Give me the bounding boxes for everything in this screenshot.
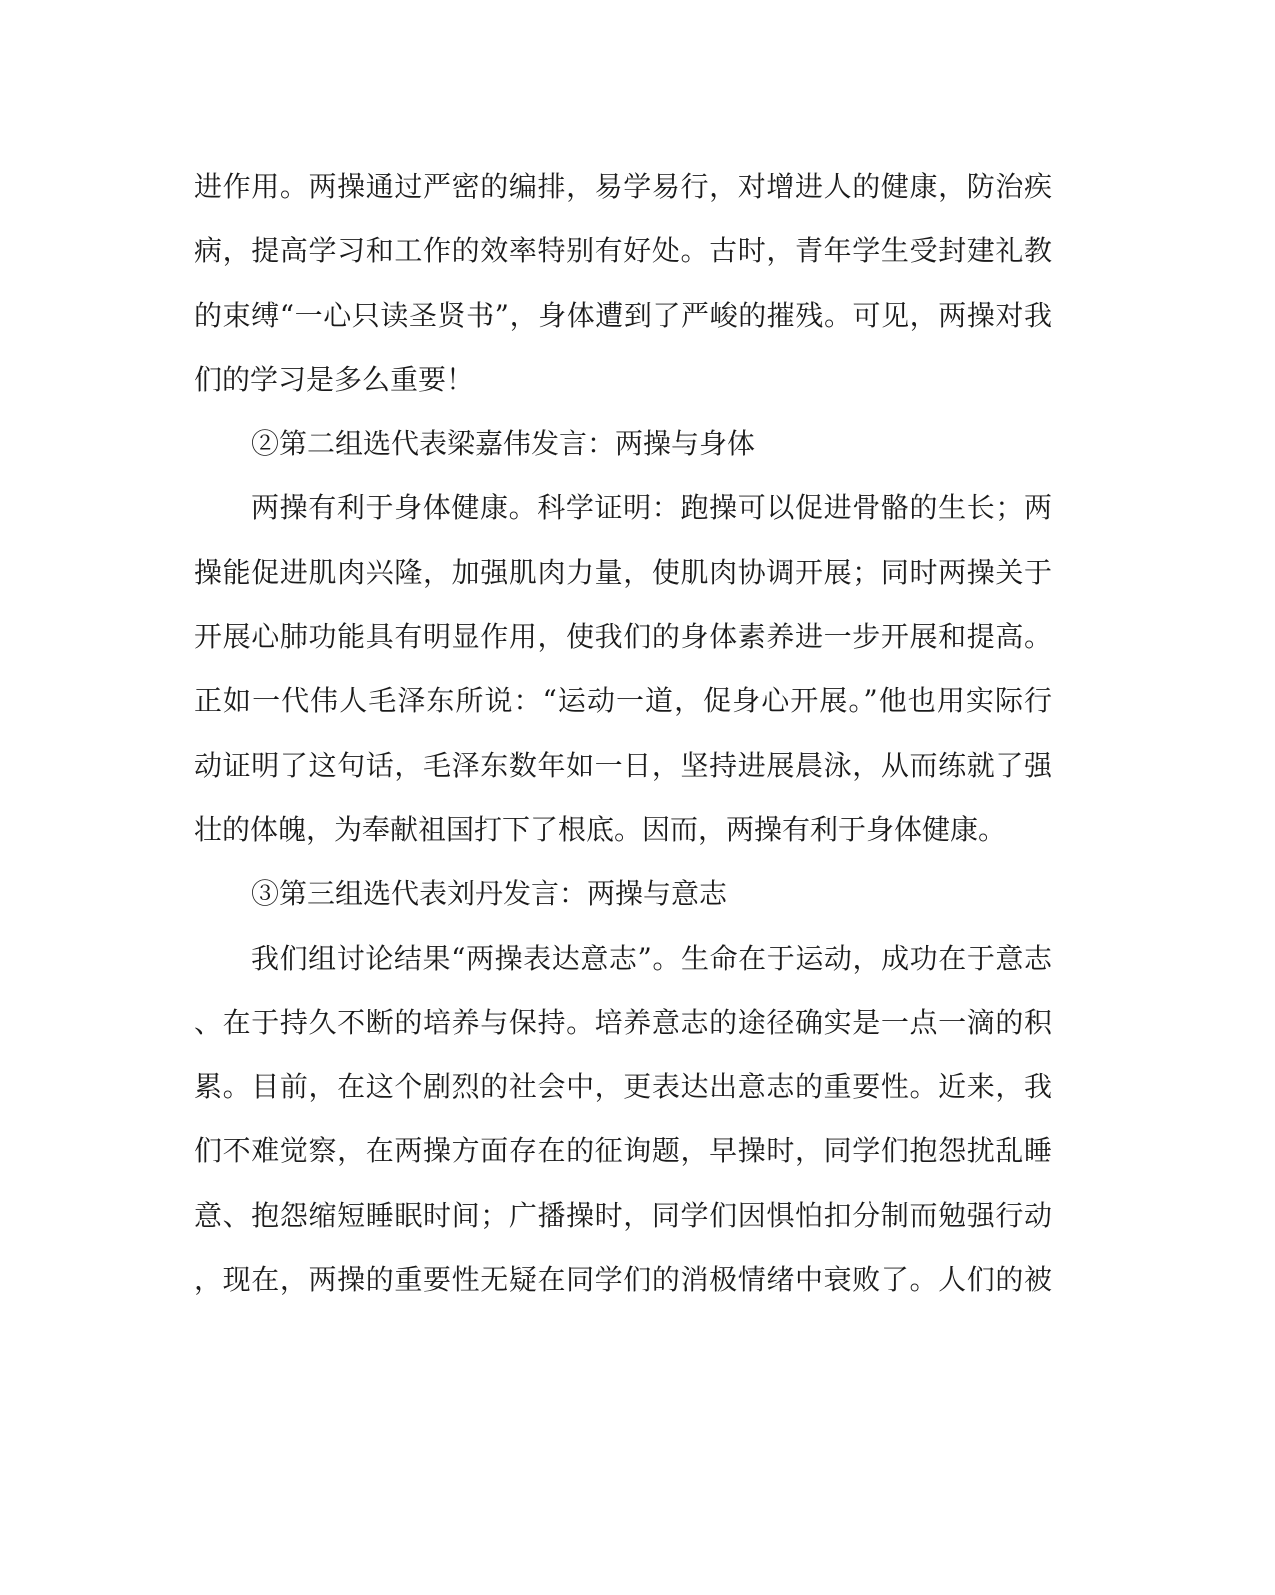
text-line: 开展心肺功能具有明显作用，使我们的身体素养进一步开展和提高。 [194, 620, 1052, 654]
text-line: 意、抱怨缩短睡眠时间；广播操时，同学们因惧怕扣分制而勉强行动 [194, 1198, 1052, 1232]
text-line: 动证明了这句话，毛泽东数年如一日，坚持进展晨泳，从而练就了强 [194, 748, 1052, 782]
text-line: ②第二组选代表梁嘉伟发言：两操与身体 [251, 427, 756, 461]
text-line: 、在于持久不断的培养与保持。培养意志的途径确实是一点一滴的积 [194, 1005, 1052, 1039]
text-line: 们的学习是多么重要！ [194, 362, 475, 396]
text-line: 壮的体魄，为奉献祖国打下了根底。因而，两操有利于身体健康。 [194, 812, 1007, 846]
text-line: 两操有利于身体健康。科学证明：跑操可以促进骨骼的生长；两 [251, 491, 1052, 525]
text-line: 操能促进肌肉兴隆，加强肌肉力量，使肌肉协调开展；同时两操关于 [194, 555, 1052, 589]
text-line: 的束缚“一心只读圣贤书”，身体遭到了严峻的摧残。可见，两操对我 [194, 298, 1052, 332]
text-line: 们不难觉察，在两操方面存在的征询题，早操时，同学们抱怨扰乱睡 [194, 1134, 1052, 1168]
text-line: 正如一代伟人毛泽东所说：“运动一道，促身心开展。”他也用实际行 [194, 684, 1052, 718]
text-line: 我们组讨论结果“两操表达意志”。生命在于运动，成功在于意志 [251, 941, 1052, 975]
text-line: ③第三组选代表刘丹发言：两操与意志 [251, 877, 728, 911]
text-line: 累。目前，在这个剧烈的社会中，更表达出意志的重要性。近来，我 [194, 1070, 1052, 1104]
text-line: ，现在，两操的重要性无疑在同学们的消极情绪中衰败了。人们的被 [194, 1263, 1052, 1297]
text-line: 进作用。两操通过严密的编排，易学易行，对增进人的健康，防治疾 [194, 170, 1052, 203]
text-line: 病，提高学习和工作的效率特别有好处。古时，青年学生受封建礼教 [194, 234, 1052, 268]
body-text [194, 155, 1052, 1312]
